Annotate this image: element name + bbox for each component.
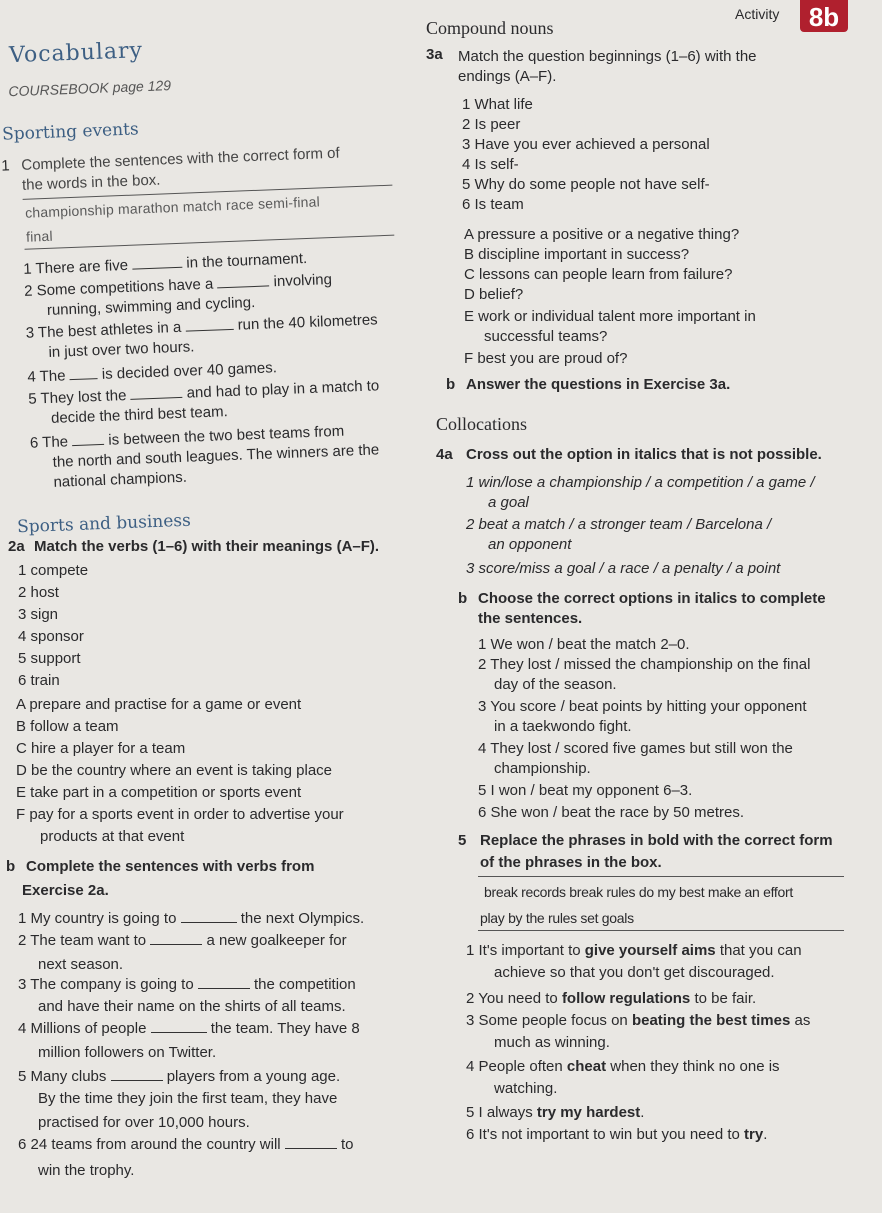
ex2a-verb-3: 3 sign [18, 606, 59, 623]
ex4a-item-1: 1 win/lose a championship / a competition / a game / [466, 474, 815, 491]
ex2a-verb-4: 4 sponsor [18, 628, 84, 645]
ex2a-instruction: Match the verbs (1–6) with their meanings (A–F). [34, 538, 380, 555]
ex2a-verb-2: 2 host [18, 584, 59, 601]
activity-label: Activity [735, 6, 780, 22]
ex3a-ending-a: A pressure a positive or a negative thing? [464, 226, 740, 243]
ex3a-beginning-6: 6 Is team [462, 196, 524, 213]
ex1-item-5: 5 They lost the and had to play in a match to [27, 377, 380, 408]
ex2a-meaning-f-cont: products at that event [40, 828, 185, 845]
ex2a-meaning-f: F pay for a sports event in order to advertise your [16, 806, 344, 823]
ex1-item-6: 6 The is between the two best teams from [29, 422, 345, 452]
ex5-item-4-cont: watching. [494, 1080, 558, 1097]
coursebook-reference: COURSEBOOK page 129 [8, 77, 172, 100]
ex3b-instruction: Answer the questions in Exercise 3a. [466, 376, 731, 393]
ex1-item-4: 4 The is decided over 40 games. [27, 359, 278, 386]
word-box-bottom-rule [25, 235, 395, 250]
collocations-heading: Collocations [436, 414, 527, 434]
ex2a-verb-1: 1 compete [18, 562, 89, 579]
ex2b-number: b [6, 858, 16, 875]
ex5-phrase-box: break records break rules do my best make an effort [484, 884, 793, 900]
ex1-number: 1 [1, 157, 11, 175]
ex4b-item-2: 2 They lost / missed the championship on the final [478, 656, 811, 673]
ex5-box-top-rule [478, 876, 844, 877]
ex4b-item-5: 5 I won / beat my opponent 6–3. [478, 782, 693, 799]
ex3a-beginning-1: 1 What life [462, 96, 533, 113]
ex4a-instruction: Cross out the option in italics that is not possible. [466, 446, 822, 463]
ex5-item-6: 6 It's not important to win but you need to try. [466, 1126, 768, 1143]
ex2a-meaning-c: C hire a player for a team [16, 740, 186, 757]
ex2a-verb-6: 6 train [18, 672, 60, 689]
ex1-item-2: 2 Some competitions have a involving [23, 271, 333, 300]
ex2b-instruction-2: Exercise 2a. [22, 882, 109, 899]
ex4b-item-1: 1 We won / beat the match 2–0. [478, 636, 690, 653]
ex4b-item-3: 3 You score / beat points by hitting your opponent [478, 698, 807, 715]
ex2b-item-3: 3 The company is going to the competition [18, 976, 356, 993]
ex3a-ending-e: E work or individual talent more important in [464, 308, 756, 325]
ex5-item-5: 5 I always try my hardest. [466, 1104, 645, 1121]
ex3a-ending-f: F best you are proud of? [464, 350, 628, 367]
ex1-item-5-cont: decide the third best team. [50, 403, 229, 427]
ex1-word-box-2: final [25, 227, 54, 245]
ex2b-item-1: 1 My country is going to the next Olympics. [18, 910, 365, 927]
ex4a-number: 4a [436, 446, 453, 463]
ex3a-beginning-5: 5 Why do some people not have self- [462, 176, 710, 193]
ex5-number: 5 [458, 832, 467, 849]
ex2a-meaning-e: E take part in a competition or sports event [16, 784, 302, 801]
ex5-item-2: 2 You need to follow regulations to be fair. [466, 990, 757, 1007]
ex1-word-box: championship marathon match race semi-final [24, 193, 321, 221]
ex4b-instruction-2: the sentences. [478, 610, 583, 627]
ex4b-item-2-cont: day of the season. [494, 676, 617, 693]
ex2b-item-3-cont: and have their name on the shirts of all teams. [38, 998, 346, 1015]
ex2a-meaning-a: A prepare and practise for a game or event [16, 696, 302, 713]
sporting-events-heading: Sporting events [1, 119, 140, 145]
ex2b-item-4-cont: million followers on Twitter. [38, 1044, 217, 1061]
ex4a-item-2: 2 beat a match / a stronger team / Barcelona / [466, 516, 772, 533]
ex5-item-3: 3 Some people focus on beating the best times as [466, 1012, 811, 1029]
ex3a-beginning-2: 2 Is peer [462, 116, 521, 133]
ex3a-ending-e-cont: successful teams? [484, 328, 608, 345]
ex2b-item-5: 5 Many clubs players from a young age. [18, 1068, 341, 1085]
ex2a-meaning-d: D be the country where an event is taking place [16, 762, 333, 779]
ex3a-ending-b: B discipline important in success? [464, 246, 690, 263]
ex5-item-3-cont: much as winning. [494, 1034, 610, 1051]
ex1-instruction: Complete the sentences with the correct form of [21, 144, 340, 174]
ex1-item-6-cont: the north and south leagues. The winners are the [52, 441, 380, 471]
ex5-item-4: 4 People often cheat when they think no one is [466, 1058, 780, 1075]
ex1-item-6-cont-2: national champions. [53, 468, 188, 491]
ex2b-item-5-cont-2: practised for over 10,000 hours. [38, 1114, 250, 1131]
ex3b-number: b [446, 376, 456, 393]
sports-business-heading: Sports and business [16, 510, 192, 538]
ex2b-item-2-cont: next season. [38, 956, 124, 973]
ex4a-item-1-cont: a goal [488, 494, 529, 511]
ex5-instruction-2: of the phrases in the box. [480, 854, 662, 871]
ex5-box-bottom-rule [478, 930, 844, 931]
ex1-item-2-cont: running, swimming and cycling. [46, 293, 256, 319]
ex4b-item-4: 4 They lost / scored five games but still won the [478, 740, 793, 757]
ex4b-instruction: Choose the correct options in italics to complete [478, 590, 826, 607]
ex2b-item-6-cont: win the trophy. [38, 1162, 135, 1179]
ex3a-beginning-3: 3 Have you ever achieved a personal [462, 136, 710, 153]
activity-badge: 8b [800, 0, 848, 32]
ex2a-number: 2a [8, 538, 25, 555]
ex4b-item-4-cont: championship. [494, 760, 591, 777]
ex5-phrase-box-2: play by the rules set goals [480, 910, 634, 926]
ex2a-verb-5: 5 support [18, 650, 81, 667]
ex2b-item-5-cont: By the time they join the first team, they have [38, 1090, 338, 1107]
ex4a-item-3: 3 score/miss a goal / a race / a penalty / a point [466, 560, 781, 577]
ex1-item-1: 1 There are five in the tournament. [22, 249, 308, 278]
compound-nouns-heading: Compound nouns [426, 18, 554, 38]
ex3a-beginning-4: 4 Is self- [462, 156, 519, 173]
ex2b-item-2: 2 The team want to a new goalkeeper for [18, 932, 347, 949]
ex5-item-1-cont: achieve so that you don't get discouraged. [494, 964, 775, 981]
vocabulary-heading: Vocabulary [8, 38, 144, 69]
ex3a-ending-d: D belief? [464, 286, 524, 303]
ex4b-item-6: 6 She won / beat the race by 50 metres. [478, 804, 744, 821]
ex3a-ending-c: C lessons can people learn from failure? [464, 266, 733, 283]
ex5-instruction: Replace the phrases in bold with the correct form [480, 832, 833, 849]
ex3a-instruction-2: endings (A–F). [458, 68, 557, 85]
ex1-instruction-2: the words in the box. [21, 171, 161, 194]
ex3a-number: 3a [426, 46, 443, 63]
ex4b-number: b [458, 590, 468, 607]
ex1-item-3: 3 The best athletes in a run the 40 kilometres [25, 311, 378, 342]
ex1-item-3-cont: in just over two hours. [48, 338, 195, 361]
ex2a-meaning-b: B follow a team [16, 718, 119, 735]
ex2b-item-6: 6 24 teams from around the country will to [18, 1136, 354, 1153]
ex2b-instruction: Complete the sentences with verbs from [26, 858, 315, 875]
ex5-item-1: 1 It's important to give yourself aims that you can [466, 942, 802, 959]
ex2b-item-4: 4 Millions of people the team. They have 8 [18, 1020, 360, 1037]
ex4b-item-3-cont: in a taekwondo fight. [494, 718, 632, 735]
ex3a-instruction: Match the question beginnings (1–6) with the [458, 48, 757, 65]
ex4a-item-2-cont: an opponent [488, 536, 572, 553]
